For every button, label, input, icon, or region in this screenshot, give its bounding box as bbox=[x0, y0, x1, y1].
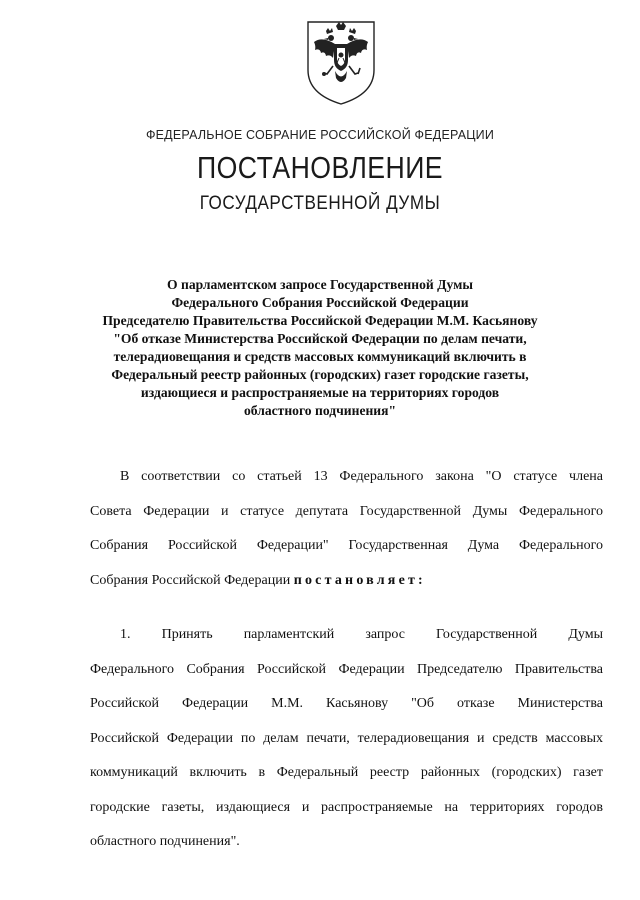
paragraph-line: Совета Федерации и статусе депутата Государственной Думы Федерального bbox=[90, 503, 603, 519]
paragraph-line: Российской Федерации М.М. Касьянову "Об отказе Министерства bbox=[90, 696, 603, 711]
title-line: телерадиовещания и средств массовых коммуникаций включить в bbox=[113, 349, 527, 364]
resolution-item-1 bbox=[90, 618, 603, 860]
title-line: Федеральный реестр районных (городских) газет городские газеты, bbox=[111, 367, 529, 382]
paragraph-line: Федерального Собрания Российской Федерации Председателю Правительства bbox=[90, 661, 603, 677]
double-headed-eagle-coat-of-arms-icon bbox=[302, 16, 380, 106]
document-title bbox=[90, 276, 550, 420]
paragraph-line: Собрания Российской Федерации" Государственная Дума Федерального bbox=[90, 538, 603, 553]
paragraph-text: Собрания Российской Федерации bbox=[90, 572, 291, 588]
preamble-paragraph bbox=[90, 460, 603, 598]
resolves-word: постановляет: bbox=[293, 572, 426, 588]
paragraph-line: 1. Принять парламентский запрос Государственной Думы bbox=[120, 627, 603, 642]
paragraph-line: В соответствии со статьей 13 Федерального закона "О статусе члена bbox=[120, 469, 603, 484]
title-line: областного подчинения" bbox=[243, 403, 397, 418]
title-line: издающиеся и распространяемые на территориях городов bbox=[140, 385, 500, 400]
paragraph-line: городские газеты, издающиеся и распространяемые на территориях городов bbox=[90, 799, 603, 815]
title-line: О парламентском запросе Государственной Думы bbox=[167, 277, 473, 292]
paragraph-line: Российской Федерации по делам печати, телерадиовещания и средств массовых bbox=[90, 730, 603, 746]
title-line: Председателю Правительства Российской Федерации М.М. Касьянову bbox=[102, 313, 538, 328]
coat-of-arms-emblem bbox=[302, 16, 380, 106]
paragraph-line: областного подчинения". bbox=[90, 834, 240, 849]
title-line: "Об отказе Министерства Российской Федерации по делам печати, bbox=[113, 331, 527, 346]
paragraph-line-last bbox=[90, 564, 603, 599]
title-line: Федерального Собрания Российской Федерации bbox=[171, 295, 469, 310]
organization-name: ФЕДЕРАЛЬНОЕ СОБРАНИЕ РОССИЙСКОЙ ФЕДЕРАЦИИ bbox=[145, 128, 495, 142]
document-type-heading: ПОСТАНОВЛЕНИЕ bbox=[197, 150, 443, 185]
paragraph-line: коммуникаций включить в Федеральный реестр районных (городских) газет bbox=[90, 765, 603, 780]
issuer-heading: ГОСУДАРСТВЕННОЙ ДУМЫ bbox=[199, 193, 441, 214]
